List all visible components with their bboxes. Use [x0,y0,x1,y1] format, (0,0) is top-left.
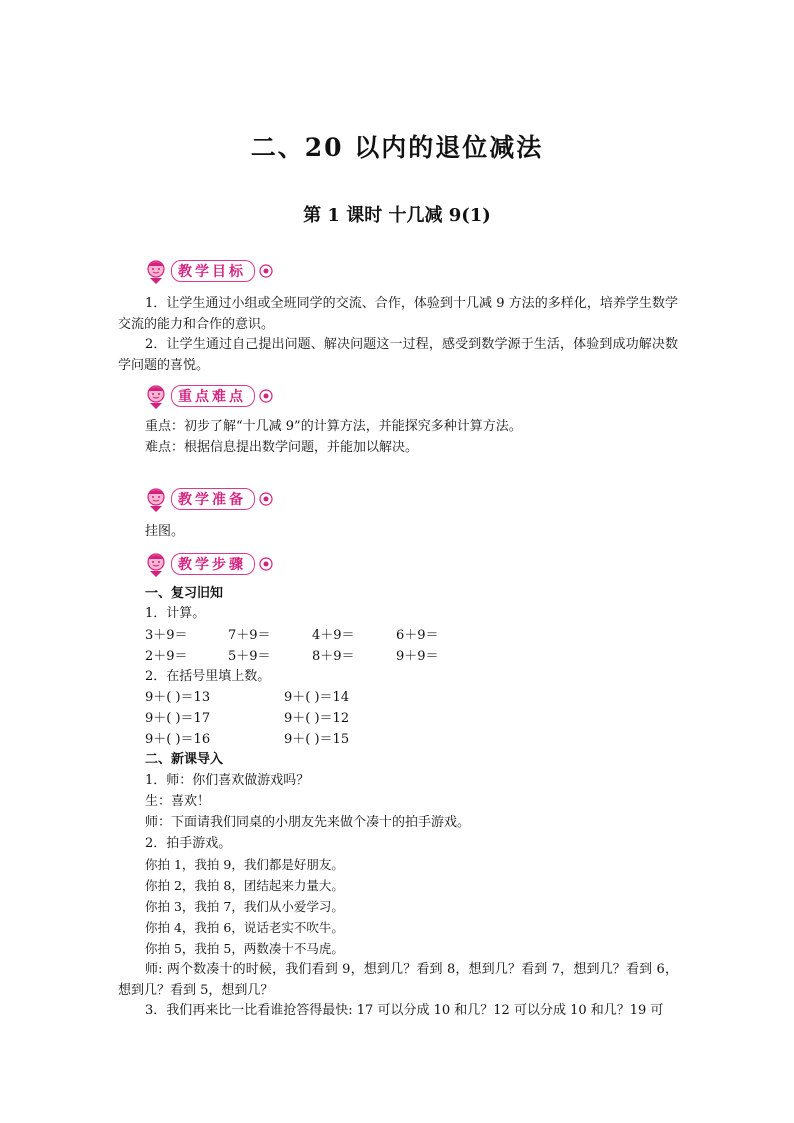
fill-cell: 9＋( )＝14 [284,690,350,705]
preparation-badge [143,486,273,512]
chant-line: 你拍 4，我拍 6，说话老实不吹牛。 [145,920,344,935]
review-q2: 2．在括号里填上数。 [145,669,271,684]
key-points-badge [143,383,273,409]
preparation-badge-label: 教学准备 [178,492,246,508]
chant-line: 你拍 1，我拍 9，我们都是好朋友。 [145,857,344,872]
calc-cell: 6＋9＝ [396,628,439,643]
paragraph: 3．我们再来比一比看谁抢答得最快: 17 可以分成 10 和几？12 可以分成 10 和几？19 可 [145,1003,664,1018]
chapter-title: 二、20 以内的退位减法 [250,133,544,162]
dialog-line: 师：下面请我们同桌的小朋友先来做个凑十的拍手游戏。 [145,815,471,830]
new-lesson-heading: 二、新课导入 [145,752,224,767]
review-q1: 1．计算。 [145,606,206,621]
goal-item-1: 1．让学生通过小组或全班同学的交流、合作，体验到十几减 9 方法的多样化，培养学生数学交流的能力和合作的意识。 [118,296,678,332]
fill-cell: 9＋( )＝15 [284,732,350,747]
chant-line: 你拍 5，我拍 5，两数凑十不马虎。 [145,941,344,956]
chant-line: 你拍 3，我拍 7，我们从小爱学习。 [145,899,344,914]
key-points-tag [171,385,255,407]
calc-cell: 3＋9＝ [145,628,188,643]
key-points-badge-label: 重点难点 [178,389,246,405]
fill-cell: 9＋( )＝17 [145,711,211,726]
goals-badge-label: 教学目标 [178,264,246,280]
difficulty-line: 难点：根据信息提出数学问题，并能加以解决。 [145,440,419,455]
review-heading: 一、复习旧知 [145,586,224,601]
calc-cell: 5＋9＝ [228,649,271,664]
preparation-text: 挂图。 [145,524,185,539]
lesson-title: 第 1 课时 十几减 9(1) [303,205,491,226]
target-icon [259,264,273,278]
target-icon [259,557,273,571]
chant-line: 你拍 2，我拍 8，团结起来力量大。 [145,878,344,893]
steps-tag [171,553,255,575]
calc-cell: 7＋9＝ [228,628,271,643]
goal-item-2: 2．让学生通过自己提出问题、解决问题这一过程，感受到数学源于生活，体验到成功解决数学问题的喜悦。 [118,337,678,373]
fill-cell: 9＋( )＝13 [145,690,211,705]
target-icon [259,492,273,506]
target-icon [259,389,273,403]
girl-icon [143,486,169,512]
fill-cell: 9＋( )＝16 [145,732,211,747]
calc-cell: 9＋9＝ [396,649,439,664]
goals-tag [171,260,255,282]
steps-badge [143,551,273,577]
steps-badge-label: 教学步骤 [178,557,246,573]
fill-cell: 9＋( )＝12 [284,711,350,726]
girl-icon [143,551,169,577]
dialog-line: 2．拍手游戏。 [145,836,232,851]
paragraph: 师: 两个数凑十的时候，我们看到 9，想到几？看到 8，想到几？看到 7，想到几？看到 6，想到几？看到 5，想到几？ [118,962,678,998]
dialog-line: 生：喜欢！ [145,794,211,809]
preparation-tag [171,488,255,510]
focus-line: 重点：初步了解“十几减 9”的计算方法，并能探究多种计算方法。 [145,419,522,434]
calc-cell: 8＋9＝ [312,649,355,664]
girl-icon [143,383,169,409]
calc-cell: 4＋9＝ [312,628,355,643]
girl-icon [143,258,169,284]
dialog-line: 1．师：你们喜欢做游戏吗？ [145,773,310,788]
calc-cell: 2＋9＝ [145,649,188,664]
goals-badge [143,258,273,284]
